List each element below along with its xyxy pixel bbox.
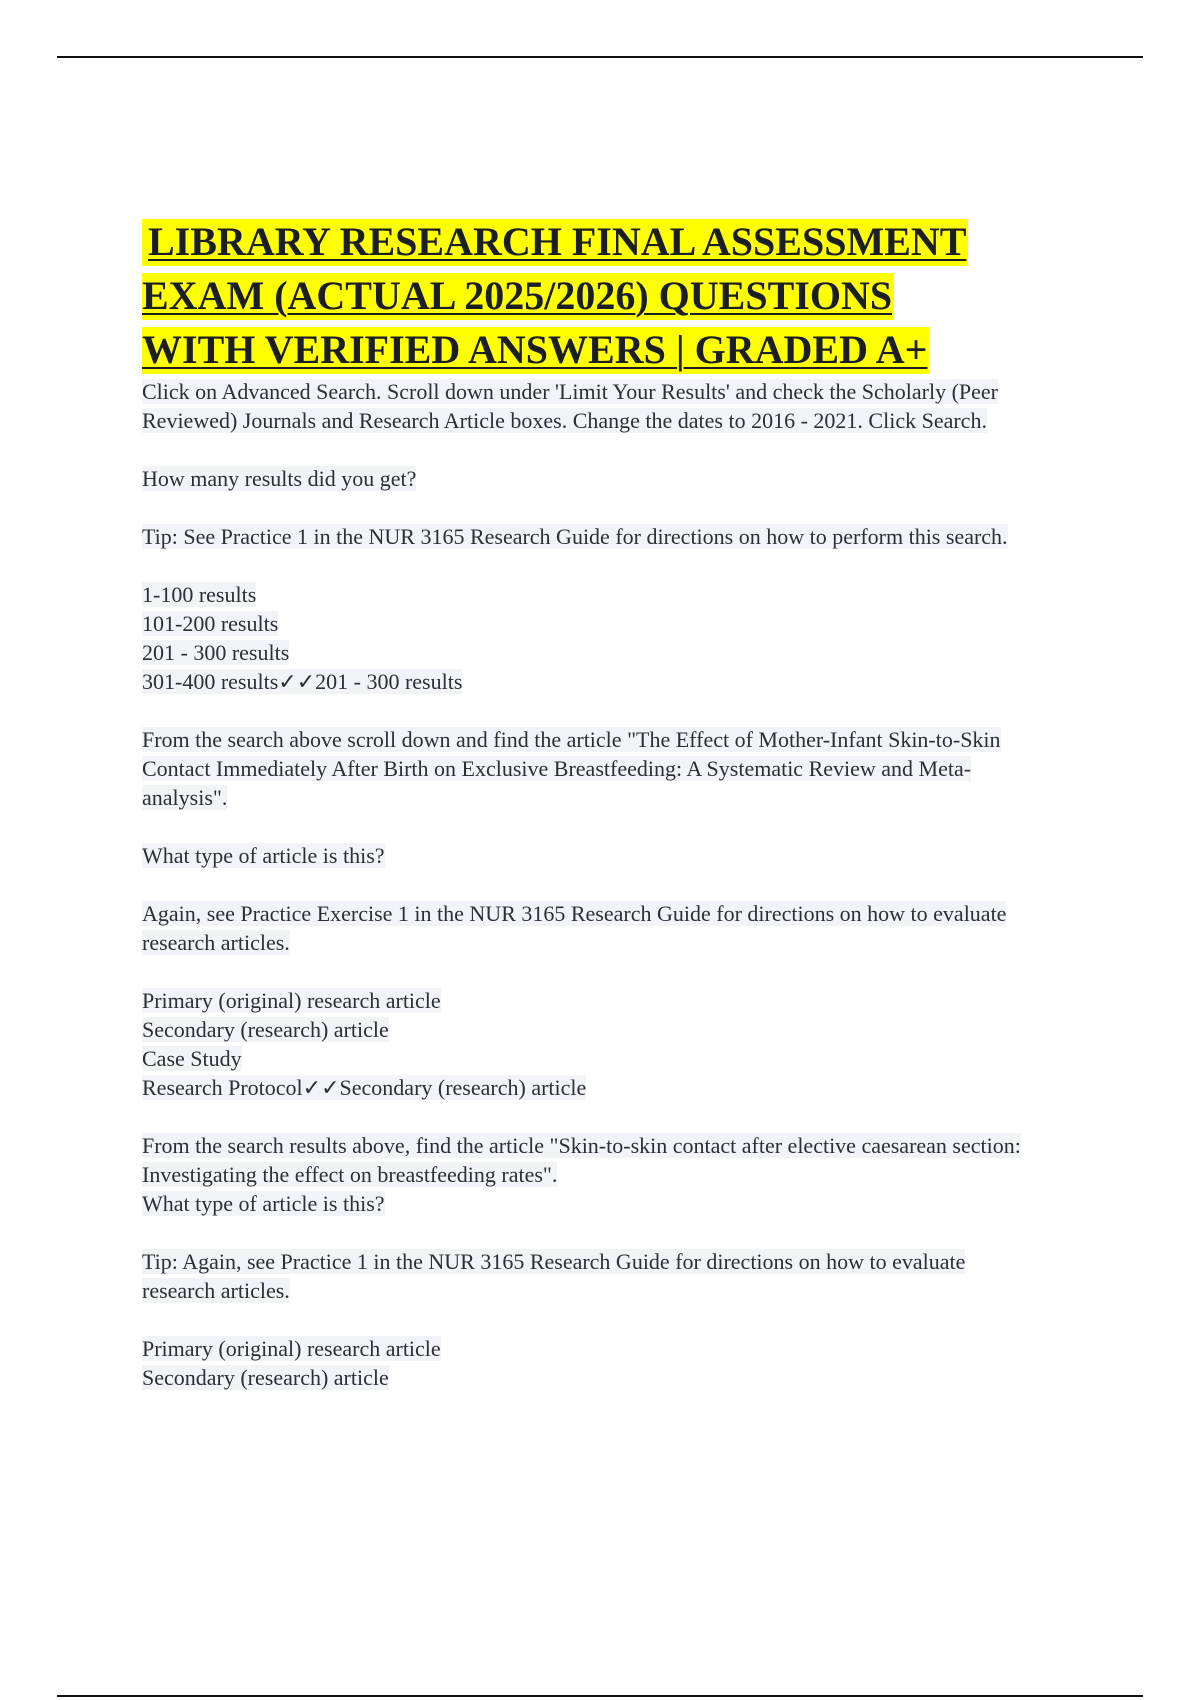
answer-options (142, 986, 1042, 1102)
question-instruction: Click on Advanced Search. Scroll down under 'Limit Your Results' and check the Scholarly (Peer Reviewed) Journals and Research Article boxes. Change the dates to 2016 - 2021. Click Search. (142, 379, 998, 433)
answer-options (142, 580, 1042, 696)
question-tip: Tip: Again, see Practice 1 in the NUR 3165 Research Guide for directions on how to evaluate research articles. (142, 1249, 966, 1303)
answer-option: 1-100 results (142, 582, 257, 607)
question-prompt: What type of article is this? (142, 1191, 385, 1216)
answer-option-with-answer: Research Protocol✓✓Secondary (research) article (142, 1075, 587, 1100)
bottom-rule (57, 1695, 1143, 1697)
answer-option: 101-200 results (142, 611, 279, 636)
answer-option-with-answer: 301-400 results✓✓201 - 300 results (142, 669, 463, 694)
answer-option: Primary (original) research article (142, 988, 441, 1013)
question-tip: Tip: See Practice 1 in the NUR 3165 Research Guide for directions on how to perform this search. (142, 524, 1008, 549)
answer-options (142, 1334, 1042, 1392)
answer-option: Primary (original) research article (142, 1336, 441, 1361)
question-instruction: From the search results above, find the article "Skin-to-skin contact after elective caesarean section: Investigating the effect on breastfeeding rates". (142, 1133, 1021, 1187)
question-prompt: How many results did you get? (142, 466, 417, 491)
question-prompt: What type of article is this? (142, 843, 385, 868)
question-block-1 (142, 377, 1042, 696)
document-title (142, 215, 1042, 377)
title-line: EXAM (ACTUAL 2025/2026) QUESTIONS (142, 273, 893, 318)
title-line: WITH VERIFIED ANSWERS | GRADED A+ (142, 327, 928, 372)
title-line: LIBRARY RESEARCH FINAL ASSESSMENT (142, 215, 1042, 269)
question-tip: Again, see Practice Exercise 1 in the NUR 3165 Research Guide for directions on how to evaluate research articles. (142, 901, 1007, 955)
top-rule (57, 56, 1143, 58)
answer-option: 201 - 300 results (142, 640, 290, 665)
answer-option: Case Study (142, 1046, 242, 1071)
document-body (142, 215, 1042, 1392)
question-block-3 (142, 1131, 1042, 1392)
answer-option: Secondary (research) article (142, 1017, 389, 1042)
answer-option: Secondary (research) article (142, 1365, 389, 1390)
question-instruction: From the search above scroll down and find the article "The Effect of Mother-Infant Skin-to-Skin Contact Immediately After Birth on Exclusive Breastfeeding: A Systematic Review and Meta-analysis". (142, 727, 1001, 810)
question-block-2 (142, 725, 1042, 1102)
